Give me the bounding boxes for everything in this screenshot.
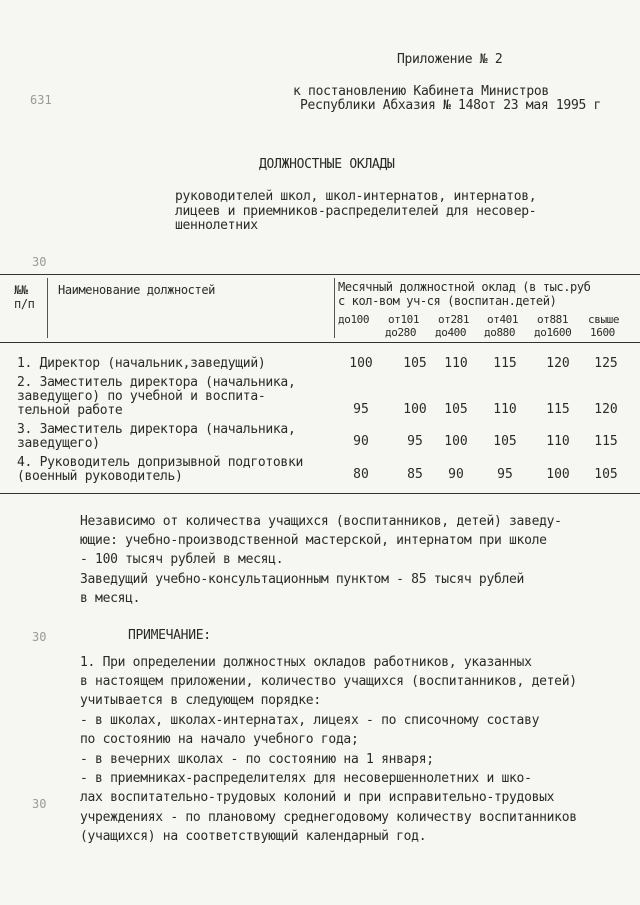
table-bottom-rule <box>0 493 640 494</box>
table-cell: 100 <box>444 434 468 449</box>
note-line: 1. При определении должностных окладов работников, указанных <box>80 655 532 670</box>
table-cell: 90 <box>353 434 369 449</box>
note-line: (учащихся) на соответствующий календарный год. <box>80 829 427 844</box>
col-num-header: п/п <box>14 297 35 311</box>
subtitle-line: шеннолетних <box>175 218 258 233</box>
col-name-header: Наименование должностей <box>58 283 215 297</box>
table-cell: 90 <box>448 467 464 482</box>
band-label: от881 <box>537 313 569 326</box>
table-row-label: (военный руководитель) <box>17 469 183 484</box>
page-title: ДОЛЖНОСТНЫЕ ОКЛАДЫ <box>259 157 395 172</box>
table-row-label: 3. Заместитель директора (начальника, <box>17 422 296 437</box>
table-cell: 95 <box>353 402 369 417</box>
margin-mark: 30 <box>32 255 47 269</box>
band-label: от101 <box>388 313 420 326</box>
band-label: от401 <box>487 313 519 326</box>
table-cell: 105 <box>403 356 427 371</box>
band-label: до100 <box>338 313 370 326</box>
band-label: 1600 <box>590 326 615 339</box>
table-cell: 80 <box>353 467 369 482</box>
appendix-label: Приложение № 2 <box>397 52 503 67</box>
band-label: свыше <box>588 313 620 326</box>
resolution-line-2: Республики Абхазия № 148от 23 мая 1995 г <box>300 98 602 113</box>
table-row-label: тельной работе <box>17 403 123 418</box>
paragraph-line: - 100 тысяч рублей в месяц. <box>80 552 284 567</box>
note-line: учитывается в следующем порядке: <box>80 693 321 708</box>
table-top-rule <box>0 274 640 275</box>
paragraph-line: Независимо от количества учащихся (воспитанников, детей) заведу- <box>80 514 562 529</box>
subtitle-line: руководителей школ, школ-интернатов, интернатов, <box>175 189 537 204</box>
band-label: до880 <box>484 326 516 339</box>
table-cell: 120 <box>546 356 570 371</box>
table-cell: 100 <box>403 402 427 417</box>
table-cell: 85 <box>407 467 423 482</box>
col-divider <box>47 278 48 338</box>
band-label: от281 <box>438 313 470 326</box>
table-cell: 115 <box>493 356 517 371</box>
table-cell: 100 <box>349 356 373 371</box>
table-header-rule <box>0 342 640 343</box>
note-line: - в приемниках-распределителях для несовершеннолетних и шко- <box>80 771 532 786</box>
table-cell: 110 <box>546 434 570 449</box>
note-line: - в школах, школах-интернатах, лицеях - по списочному составу <box>80 713 540 728</box>
note-line: - в вечерних школах - по состоянию на 1 января; <box>80 752 434 767</box>
table-cell: 95 <box>497 467 513 482</box>
table-cell: 110 <box>444 356 468 371</box>
paragraph-line: ющие: учебно-производственной мастерской, интернатом при школе <box>80 533 547 548</box>
table-cell: 115 <box>546 402 570 417</box>
table-cell: 100 <box>546 467 570 482</box>
table-row-label: 2. Заместитель директора (начальника, <box>17 375 296 390</box>
note-line: по состоянию на начало учебного года; <box>80 732 359 747</box>
subtitle-line: лицеев и приемников-распределителей для несовер- <box>175 204 537 219</box>
table-row-label: 4. Руководитель допризывной подготовки <box>17 455 304 470</box>
band-label: до400 <box>435 326 467 339</box>
paragraph-line: в месяц. <box>80 591 141 606</box>
table-cell: 115 <box>594 434 618 449</box>
table-cell: 105 <box>444 402 468 417</box>
resolution-line-1: к постановлению Кабинета Министров <box>293 84 549 99</box>
table-cell: 125 <box>594 356 618 371</box>
table-cell: 110 <box>493 402 517 417</box>
table-cell: 120 <box>594 402 618 417</box>
salary-header: с кол-вом уч-ся (воспитан.детей) <box>338 294 557 308</box>
margin-mark: 631 <box>30 93 52 107</box>
margin-mark: 30 <box>32 630 47 644</box>
table-row-label: 1. Директор (начальник,заведущий) <box>17 356 266 371</box>
col-num-header: №№ <box>14 283 28 297</box>
note-line: учреждениях - по плановому среднегодовому количеству воспитанников <box>80 810 577 825</box>
table-row-label: заведущего) <box>17 436 100 451</box>
table-cell: 105 <box>493 434 517 449</box>
note-heading: ПРИМЕЧАНИЕ: <box>128 628 211 643</box>
note-line: в настоящем приложении, количество учащихся (воспитанников, детей) <box>80 674 577 689</box>
band-label: до280 <box>385 326 417 339</box>
paragraph-line: Заведущий учебно-консультационным пунктом - 85 тысяч рублей <box>80 572 525 587</box>
table-cell: 95 <box>407 434 423 449</box>
table-cell: 105 <box>594 467 618 482</box>
col-divider <box>334 278 335 338</box>
margin-mark: 30 <box>32 797 47 811</box>
note-line: лах воспитательно-трудовых колоний и при исправительно-трудовых <box>80 790 555 805</box>
salary-header: Месячный должностной оклад (в тыс.руб <box>338 280 591 294</box>
band-label: до1600 <box>534 326 572 339</box>
table-row-label: заведущего) по учебной и воспита- <box>17 389 266 404</box>
